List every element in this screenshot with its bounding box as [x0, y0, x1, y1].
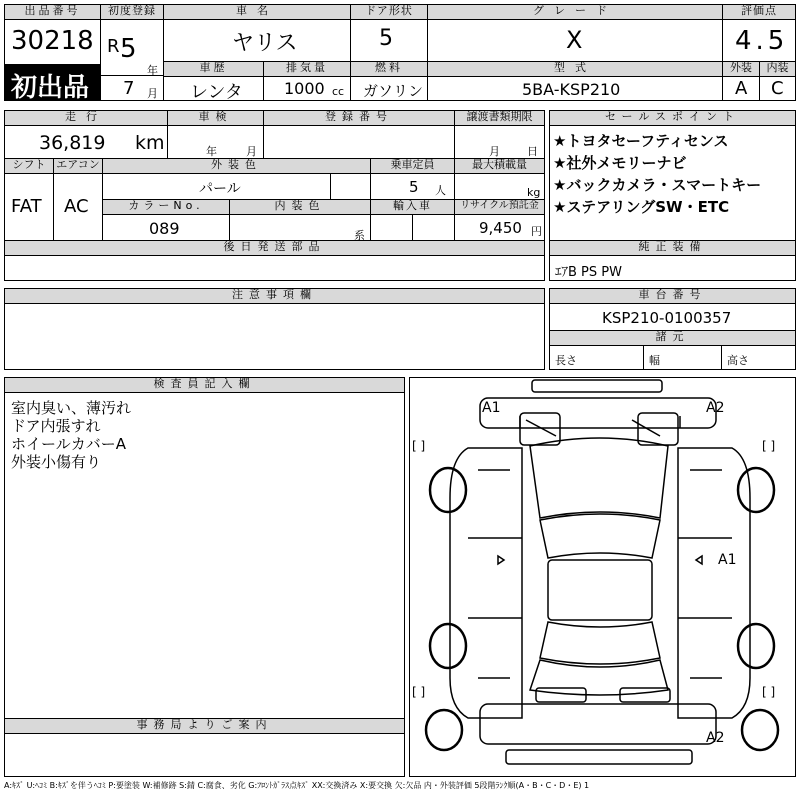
- displacement-unit: cc: [332, 85, 345, 98]
- doors: 5: [379, 26, 393, 51]
- inspector-cell: [4, 392, 405, 719]
- office-label: 事務局よりご案内: [4, 718, 405, 734]
- fuel-cell: [350, 76, 428, 101]
- parts-later-cell: [4, 255, 545, 281]
- recycle-cell: [454, 214, 545, 241]
- recycle-fee: 9,450: [479, 219, 522, 237]
- fuel-label: 燃料: [350, 61, 428, 77]
- inspection-cell: [167, 125, 264, 159]
- damage-mark: A2: [706, 730, 725, 746]
- score-label: 評価点: [722, 4, 796, 20]
- car-name-label: 車名: [163, 4, 351, 20]
- model-label: 型式: [427, 61, 723, 77]
- history-cell: [163, 76, 264, 101]
- sales-point: ★バックカメラ・スマートキー: [553, 176, 762, 194]
- office-cell: [4, 733, 405, 777]
- chassis-label: 車台番号: [549, 288, 796, 304]
- svg-text:[ ]: [ ]: [412, 439, 426, 453]
- equipment-label: 純正装備: [549, 240, 796, 256]
- inspector-note: ドア内張すれ: [11, 417, 101, 435]
- max-load-cell: [454, 173, 545, 200]
- ext-color-label: 外装色: [102, 158, 371, 174]
- dims-label: 諸元: [549, 330, 796, 346]
- sales-point: ★ステアリングSW・ETC: [553, 198, 730, 216]
- first-reg-label: 初度登録: [100, 4, 164, 20]
- interior-grade-cell: [759, 76, 796, 101]
- mileage: 36,819: [39, 132, 106, 154]
- sales-points-label: セールスポイント: [549, 110, 796, 126]
- length-label: 長さ: [555, 354, 577, 367]
- chassis-cell: [549, 303, 796, 331]
- import-label: 輸入車: [370, 199, 455, 215]
- transfer-day-unit: 日: [527, 145, 538, 158]
- ext-color: パール: [199, 181, 241, 197]
- equipment-cell: [549, 255, 796, 281]
- interior-label: 内装: [759, 61, 796, 77]
- lot-number: 30218: [11, 26, 94, 56]
- color-no-label: カラーNo.: [102, 199, 230, 215]
- height-label: 高さ: [727, 354, 749, 367]
- first-reg-month-cell: [100, 75, 164, 101]
- score-cell: [722, 19, 796, 62]
- notes-label: 注意事項欄: [4, 288, 545, 304]
- color-no-cell: [102, 214, 230, 241]
- exterior-grade: A: [735, 78, 748, 99]
- import-cell: [370, 214, 413, 241]
- transfer-label: 譲渡書類期限: [454, 110, 545, 126]
- chassis-number: KSP210-0100357: [602, 309, 732, 327]
- history: レンタ: [190, 82, 243, 101]
- height-cell: [721, 345, 796, 370]
- reg-number-cell: [263, 125, 455, 159]
- max-load-label: 最大積載量: [454, 158, 545, 174]
- length-cell: [549, 345, 644, 370]
- inspector-note: 室内臭い、薄汚れ: [11, 399, 132, 417]
- displacement-label: 排気量: [263, 61, 351, 77]
- displacement: 1000: [284, 79, 325, 98]
- recycle-unit: 円: [531, 225, 542, 238]
- sales-point: ★トヨタセーフティセンス: [553, 132, 729, 150]
- svg-text:[ ]: [ ]: [412, 685, 426, 699]
- mileage-unit: km: [135, 132, 165, 154]
- width-label: 幅: [649, 354, 660, 367]
- year-unit: 年: [147, 64, 158, 76]
- capacity-cell: [370, 173, 455, 200]
- history-label: 車歴: [163, 61, 264, 77]
- first-listing-badge: [4, 64, 101, 101]
- damage-mark: A2: [706, 400, 725, 416]
- grade: X: [566, 26, 583, 54]
- parts-later-label: 後日発送部品: [4, 240, 545, 256]
- exterior-label: 外装: [722, 61, 760, 77]
- svg-text:[ ]: [ ]: [762, 685, 776, 699]
- inspection-year-unit: 年: [206, 145, 217, 158]
- inspection-month-unit: 月: [246, 145, 257, 158]
- grade-cell: [427, 19, 723, 62]
- month-unit: 月: [147, 87, 158, 100]
- reg-month: 7: [123, 78, 135, 99]
- ac-label: エアコン: [53, 158, 103, 174]
- score: 4.5: [735, 26, 789, 56]
- transfer-month-unit: 月: [489, 145, 500, 158]
- shift: FAT: [11, 196, 42, 217]
- car-diagram: [409, 377, 796, 777]
- grade-label: グレード: [427, 4, 723, 20]
- inspector-note: ホイールカバーA: [11, 435, 126, 453]
- ac-cell: [53, 173, 103, 241]
- damage-mark: A1: [482, 400, 501, 416]
- era-label: R: [107, 36, 120, 57]
- lot-number-label: 出品番号: [4, 4, 101, 20]
- ac: AC: [64, 196, 89, 217]
- equipment: ｴｱB PS PW: [555, 265, 622, 280]
- int-color-suffix: 系: [354, 229, 365, 241]
- sales-point: ★社外メモリーナビ: [553, 154, 687, 172]
- reg-number-label: 登録番号: [263, 110, 455, 126]
- int-color-cell: [229, 214, 371, 241]
- reg-year: 5: [120, 34, 137, 64]
- door-cell: [350, 19, 428, 62]
- inspector-label: 検査員記入欄: [4, 377, 405, 393]
- car-outline: [410, 378, 795, 776]
- sales-points-cell: [549, 125, 796, 241]
- fuel: ガソリン: [363, 82, 424, 100]
- capacity-unit: 人: [435, 184, 446, 197]
- shift-cell: [4, 173, 54, 241]
- inspection-label: 車検: [167, 110, 264, 126]
- door-label: ドア形状: [350, 4, 428, 20]
- ext-color-extra-cell: [330, 173, 371, 200]
- exterior-grade-cell: [722, 76, 760, 101]
- interior-grade: C: [771, 78, 784, 99]
- model-cell: [427, 76, 723, 101]
- inspector-note: 外装小傷有り: [11, 453, 102, 471]
- damage-mark: A1: [718, 552, 737, 568]
- displacement-cell: [263, 76, 351, 101]
- width-cell: [643, 345, 722, 370]
- shift-label: シフト: [4, 158, 54, 174]
- first-reg-year-cell: [100, 19, 164, 76]
- lot-number-cell: [4, 19, 101, 65]
- svg-text:[ ]: [ ]: [762, 439, 776, 453]
- car-name: ヤリス: [232, 31, 298, 56]
- color-no: 089: [149, 219, 180, 238]
- first-listing-text: 初出品: [11, 73, 90, 103]
- model-code: 5BA-KSP210: [522, 80, 621, 99]
- transfer-cell: [454, 125, 545, 159]
- mileage-cell: [4, 125, 168, 159]
- max-load-unit: kg: [527, 186, 541, 199]
- notes-cell: [4, 303, 545, 370]
- capacity: 5: [409, 178, 419, 196]
- car-name-cell: [163, 19, 351, 62]
- capacity-label: 乗車定員: [370, 158, 455, 174]
- import-cell-2: [412, 214, 455, 241]
- mileage-label: 走行: [4, 110, 168, 126]
- ext-color-cell: [102, 173, 331, 200]
- int-color-label: 内装色: [229, 199, 371, 215]
- recycle-label: リサイクル預託金: [454, 199, 545, 215]
- legend-text: A:ｷｽﾞ U:ﾍｺﾐ B:ｷｽﾞを伴うﾍｺﾐ P:要塗装 W:補修跡 S:錆 C:腐食、劣化 G:ﾌﾛﾝﾄｶﾞﾗｽ点ｷｽﾞ XX:交換済み X:要交換 欠:欠品 内・外装評価 5段階ﾗﾝｸ順(A・B・C・D・E) 1: [4, 781, 590, 790]
